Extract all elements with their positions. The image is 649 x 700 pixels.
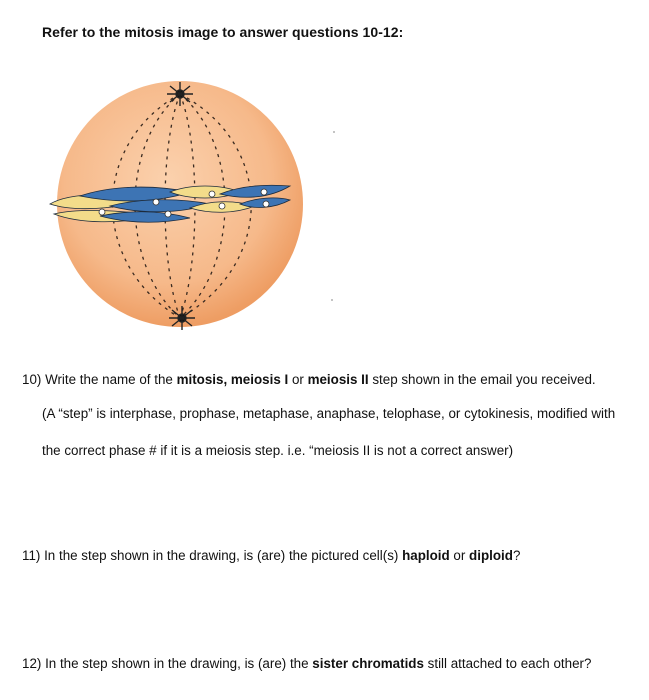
q10-text-3: step shown in the email you received. bbox=[368, 372, 596, 387]
q10-bold-1: mitosis, meiosis I bbox=[176, 372, 289, 387]
section-heading: Refer to the mitosis image to answer questions 10-12: bbox=[42, 24, 404, 40]
q10-prefix: 10) Write the name of the bbox=[22, 372, 177, 387]
question-12 bbox=[22, 656, 591, 671]
speck bbox=[331, 299, 333, 301]
q11-text-3: ? bbox=[512, 548, 521, 563]
q11-bold-2: diploid bbox=[469, 548, 513, 563]
q12-prefix: 12) In the step shown in the drawing, is (are) the bbox=[22, 656, 313, 671]
q11-bold-1: haploid bbox=[402, 548, 450, 563]
q11-text-2: or bbox=[449, 548, 470, 563]
metaphase-cell-illustration bbox=[40, 74, 340, 334]
speck bbox=[333, 131, 335, 133]
question-10-line-3: the correct phase # if it is a meiosis step. i.e. “meiosis II is not a correct answer) bbox=[42, 443, 514, 458]
q11-prefix: 11) In the step shown in the drawing, is (are) the pictured cell(s) bbox=[22, 548, 403, 563]
metaphase-cell-figure bbox=[40, 74, 340, 334]
question-10 bbox=[22, 372, 596, 387]
q10-bold-2: meiosis II bbox=[307, 372, 369, 387]
question-10-line-2: (A “step” is interphase, prophase, metaphase, anaphase, telophase, or cytokinesis, modified with bbox=[42, 406, 616, 421]
q12-bold-1: sister chromatids bbox=[312, 656, 424, 671]
question-11 bbox=[22, 548, 520, 563]
q10-text-2: or bbox=[288, 372, 308, 387]
q12-text-2: still attached to each other? bbox=[423, 656, 592, 671]
